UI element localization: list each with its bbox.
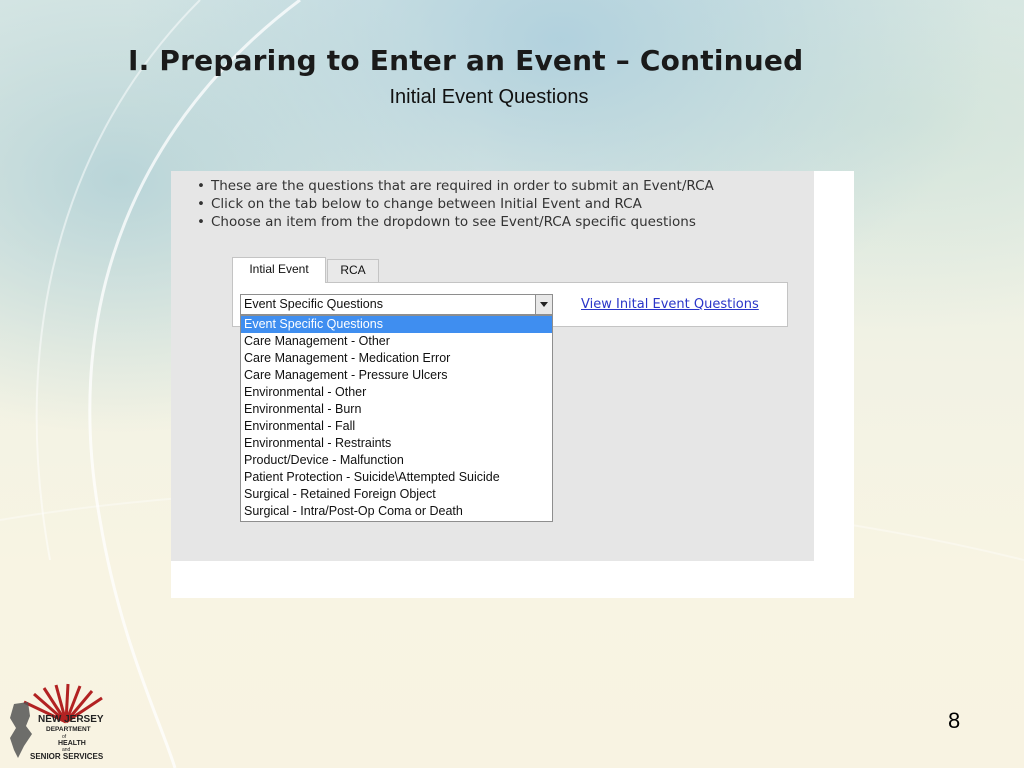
nj-state-shape-icon bbox=[10, 702, 32, 758]
tab-rca[interactable]: RCA bbox=[327, 259, 379, 282]
dropdown-option[interactable]: Environmental - Fall bbox=[244, 419, 356, 433]
dropdown-option[interactable]: Environmental - Other bbox=[244, 385, 367, 399]
dropdown-option[interactable]: Care Management - Pressure Ulcers bbox=[244, 368, 448, 382]
embedded-screenshot bbox=[171, 171, 854, 598]
slide-subtitle: Initial Event Questions bbox=[389, 86, 589, 108]
event-type-select[interactable] bbox=[240, 294, 553, 315]
dropdown-option[interactable]: Care Management - Other bbox=[244, 334, 390, 348]
dropdown-list bbox=[240, 315, 553, 522]
logo-text-line5: and bbox=[62, 747, 71, 753]
dropdown-option[interactable]: Care Management - Medication Error bbox=[244, 351, 451, 365]
dropdown-option[interactable]: Environmental - Restraints bbox=[244, 436, 392, 450]
dropdown-option[interactable]: Event Specific Questions bbox=[241, 316, 552, 333]
page-number: 8 bbox=[948, 708, 961, 733]
dropdown-option[interactable]: Environmental - Burn bbox=[244, 402, 362, 416]
select-value: Event Specific Questions bbox=[244, 297, 383, 311]
nj-health-logo bbox=[4, 682, 129, 766]
dropdown-option[interactable]: Surgical - Intra/Post-Op Coma or Death bbox=[244, 504, 463, 518]
logo-text-line2: DEPARTMENT bbox=[46, 726, 91, 733]
logo-text-line1: NEW JERSEY bbox=[38, 714, 104, 725]
logo-text-line4: HEALTH bbox=[58, 740, 86, 747]
instruction-list bbox=[197, 177, 714, 231]
view-initial-event-questions-link[interactable]: View Inital Event Questions bbox=[581, 297, 759, 312]
dropdown-button[interactable] bbox=[535, 295, 552, 314]
dropdown-option[interactable]: Patient Protection - Suicide\Attempted Suicide bbox=[244, 470, 500, 484]
tab-initial-event[interactable]: Intial Event bbox=[232, 257, 326, 283]
instruction-item: • These are the questions that are required in order to submit an Event/RCA bbox=[197, 177, 714, 195]
logo-text-line3: of bbox=[62, 734, 67, 740]
instruction-item: • Choose an item from the dropdown to see Event/RCA specific questions bbox=[197, 213, 714, 231]
dropdown-option[interactable]: Surgical - Retained Foreign Object bbox=[244, 487, 436, 501]
logo-text-line6: SENIOR SERVICES bbox=[30, 752, 104, 761]
chevron-down-icon bbox=[540, 302, 548, 307]
slide-title: I. Preparing to Enter an Event – Continued bbox=[128, 44, 804, 77]
instruction-item: • Click on the tab below to change between Initial Event and RCA bbox=[197, 195, 714, 213]
dropdown-option[interactable]: Product/Device - Malfunction bbox=[244, 453, 404, 467]
